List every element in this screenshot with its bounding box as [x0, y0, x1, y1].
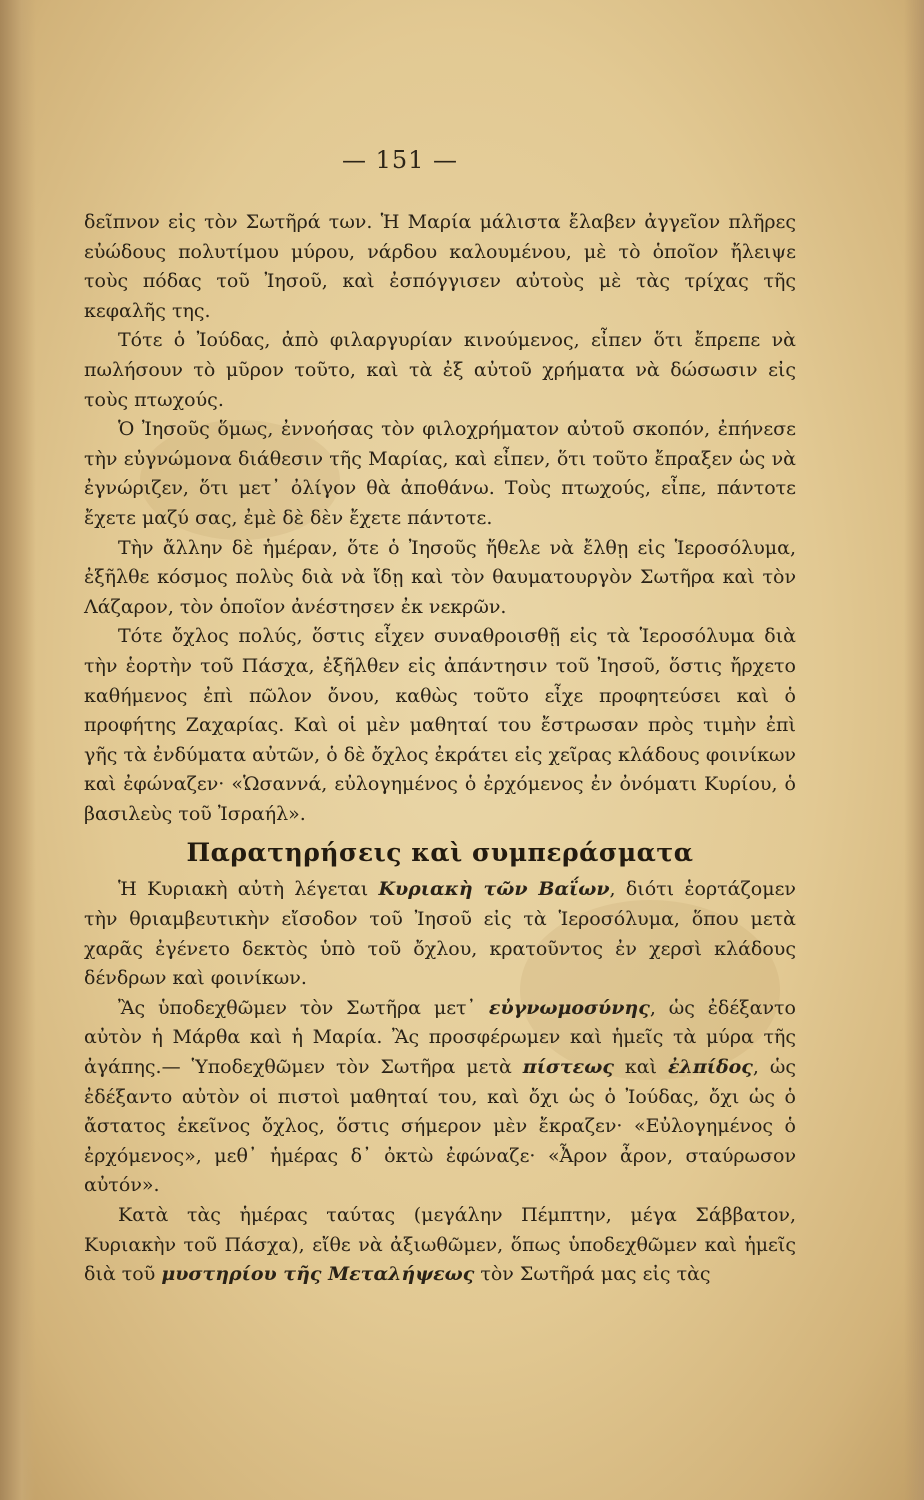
text-run: Κατὰ τὰς ἡμέρας ταύτας (μεγάλην Πέμπτην, μέγα Σάββατον, Κυριακὴν τοῦ Πάσχα), εἴθε νὰ ἀξιωθῶμεν, ὅπως ὑποδεχθῶμεν καὶ ἡμεῖς διὰ τοῦ — [84, 1204, 796, 1286]
paragraph — [84, 994, 796, 1201]
emphasis-text: πίστεως — [522, 1056, 614, 1079]
emphasis-text: ἐλπίδος — [667, 1056, 753, 1079]
text-run: , ὡς ἐδέξαντο αὐτὸν ἡ Μάρθα καὶ ἡ Μαρία. Ἂς προσφέρωμεν καὶ ἡμεῖς τὰ μύρα τῆς ἀγάπης.— Ὑποδεχθῶμεν τὸν Σωτῆρα μετὰ — [84, 996, 796, 1079]
emphasis-text: Κυριακὴ τῶν Βαΐων — [378, 878, 610, 901]
section-heading: Παρατηρήσεις καὶ συμπεράσματα — [186, 838, 694, 868]
page-number: — 151 — — [341, 146, 459, 174]
text-run: Ἡ Κυριακὴ αὐτὴ λέγεται — [118, 878, 379, 901]
text-run: τὸν Σωτῆρά μας εἰς τὰς — [474, 1263, 711, 1286]
paragraph: Τότε ὁ Ἰούδας, ἀπὸ φιλαργυρίαν κινούμενος, εἶπεν ὅτι ἔπρεπε νὰ πωλήσουν τὸ μῦρον τοῦτο, καὶ τὰ ἐξ αὐτοῦ χρήματα νὰ δώσωσιν εἰς τοὺς πτωχούς. — [84, 329, 796, 411]
text-run: Ἂς ὑποδεχθῶμεν τὸν Σωτῆρα μετ᾽ — [118, 996, 489, 1019]
paragraph — [84, 1201, 796, 1290]
emphasis-text: εὐγνωμοσύνης — [488, 996, 650, 1019]
text-run: καὶ — [613, 1056, 668, 1079]
paragraph: Τότε ὄχλος πολύς, ὅστις εἶχεν συναθροισθῇ εἰς τὰ Ἱεροσόλυμα διὰ τὴν ἑορτὴν τοῦ Πάσχα, ἐξῆλθεν εἰς ἀπάντησιν τοῦ Ἰησοῦ, ὅστις ἤρχετο καθήμενος ἐπὶ πῶλον ὄνου, καθὼς τοῦτο εἶχε προφητεύσει καὶ ὁ προφήτης Ζαχαρίας. Καὶ οἱ μὲν μαθηταί του ἔστρωσαν πρὸς τιμὴν ἐπὶ γῆς τὰ ἐνδύματα αὐτῶν, ὁ δὲ ὄχλος ἐκράτει εἰς χεῖρας κλάδους φοινίκων καὶ ἐφώναζεν· «Ὡσαννά, εὐλογημένος ὁ ἐρχόμενος ἐν ὀνόματι Κυρίου, ὁ βασιλεὺς τοῦ Ἰσραήλ». — [84, 625, 796, 825]
emphasis-text: μυστηρίου τῆς Μεταλήψεως — [161, 1263, 475, 1286]
paragraph: δεῖπνον εἰς τὸν Σωτῆρά των. Ἡ Μαρία μάλιστα ἔλαβεν ἀγγεῖον πλῆρες εὐώδους πολυτίμου μύρου, νάρδου καλουμένου, μὲ τὸ ὁποῖον ἤλειψε τοὺς πόδας τοῦ Ἰησοῦ, καὶ ἐσπόγγισεν αὐτοὺς μὲ τὰς τρίχας τῆς κεφαλῆς της. — [84, 211, 796, 322]
page-edge-shadow-left — [0, 0, 36, 1500]
text-run: , διότι ἑορτάζομεν τὴν θριαμβευτικὴν εἴσοδον τοῦ Ἰησοῦ εἰς τὰ Ἱεροσόλυμα, ὅπου μετὰ χαρᾶς ἐγένετο δεκτὸς ὑπὸ τοῦ ὄχλου, κρατοῦντος ἐν χερσὶ κλάδους δένδρων καὶ φοινίκων. — [84, 878, 796, 990]
body-text — [84, 208, 796, 1290]
paragraph: Τὴν ἄλλην δὲ ἡμέραν, ὅτε ὁ Ἰησοῦς ἤθελε νὰ ἔλθῃ εἰς Ἱεροσόλυμα, ἐξῆλθε κόσμος πολὺς διὰ νὰ ἴδῃ καὶ τὸν θαυματουργὸν Σωτῆρα καὶ τὸν Λάζαρον, τὸν ὁποῖον ἀνέστησεν ἐκ νεκρῶν. — [84, 536, 796, 618]
paragraph: Ὁ Ἰησοῦς ὅμως, ἐννοήσας τὸν φιλοχρήματον αὐτοῦ σκοπόν, ἐπήνεσε τὴν εὐγνώμονα διάθεσιν τῆς Μαρίας, καὶ εἶπεν, ὅτι τοῦτο ἔπραξεν ὡς νὰ ἐγνώριζεν, ὅτι μετ᾽ ὀλίγον θὰ ἀποθάνω. Τοὺς πτωχούς, εἶπε, πάντοτε ἔχετε μαζύ σας, ἐμὲ δὲ δὲν ἔχετε πάντοτε. — [84, 418, 796, 529]
paragraph — [84, 875, 796, 993]
text-run: , ὡς ἐδέξαντο αὐτὸν οἱ πιστοὶ μαθηταί του, καὶ ὄχι ὡς ὁ Ἰούδας, ὄχι ὡς ὁ ἄστατος ἐκεῖνος ὄχλος, ὅστις σήμερον μὲν ἔκραζεν· «Εὐλογημένος ὁ ἐρχόμενος», μεθ᾽ ἡμέρας δ᾽ ὀκτὼ ἐφώναζε· «Ἆρον ἆρον, σταύρωσον αὐτόν». — [84, 1056, 796, 1197]
page-edge-shadow-right — [904, 0, 924, 1500]
